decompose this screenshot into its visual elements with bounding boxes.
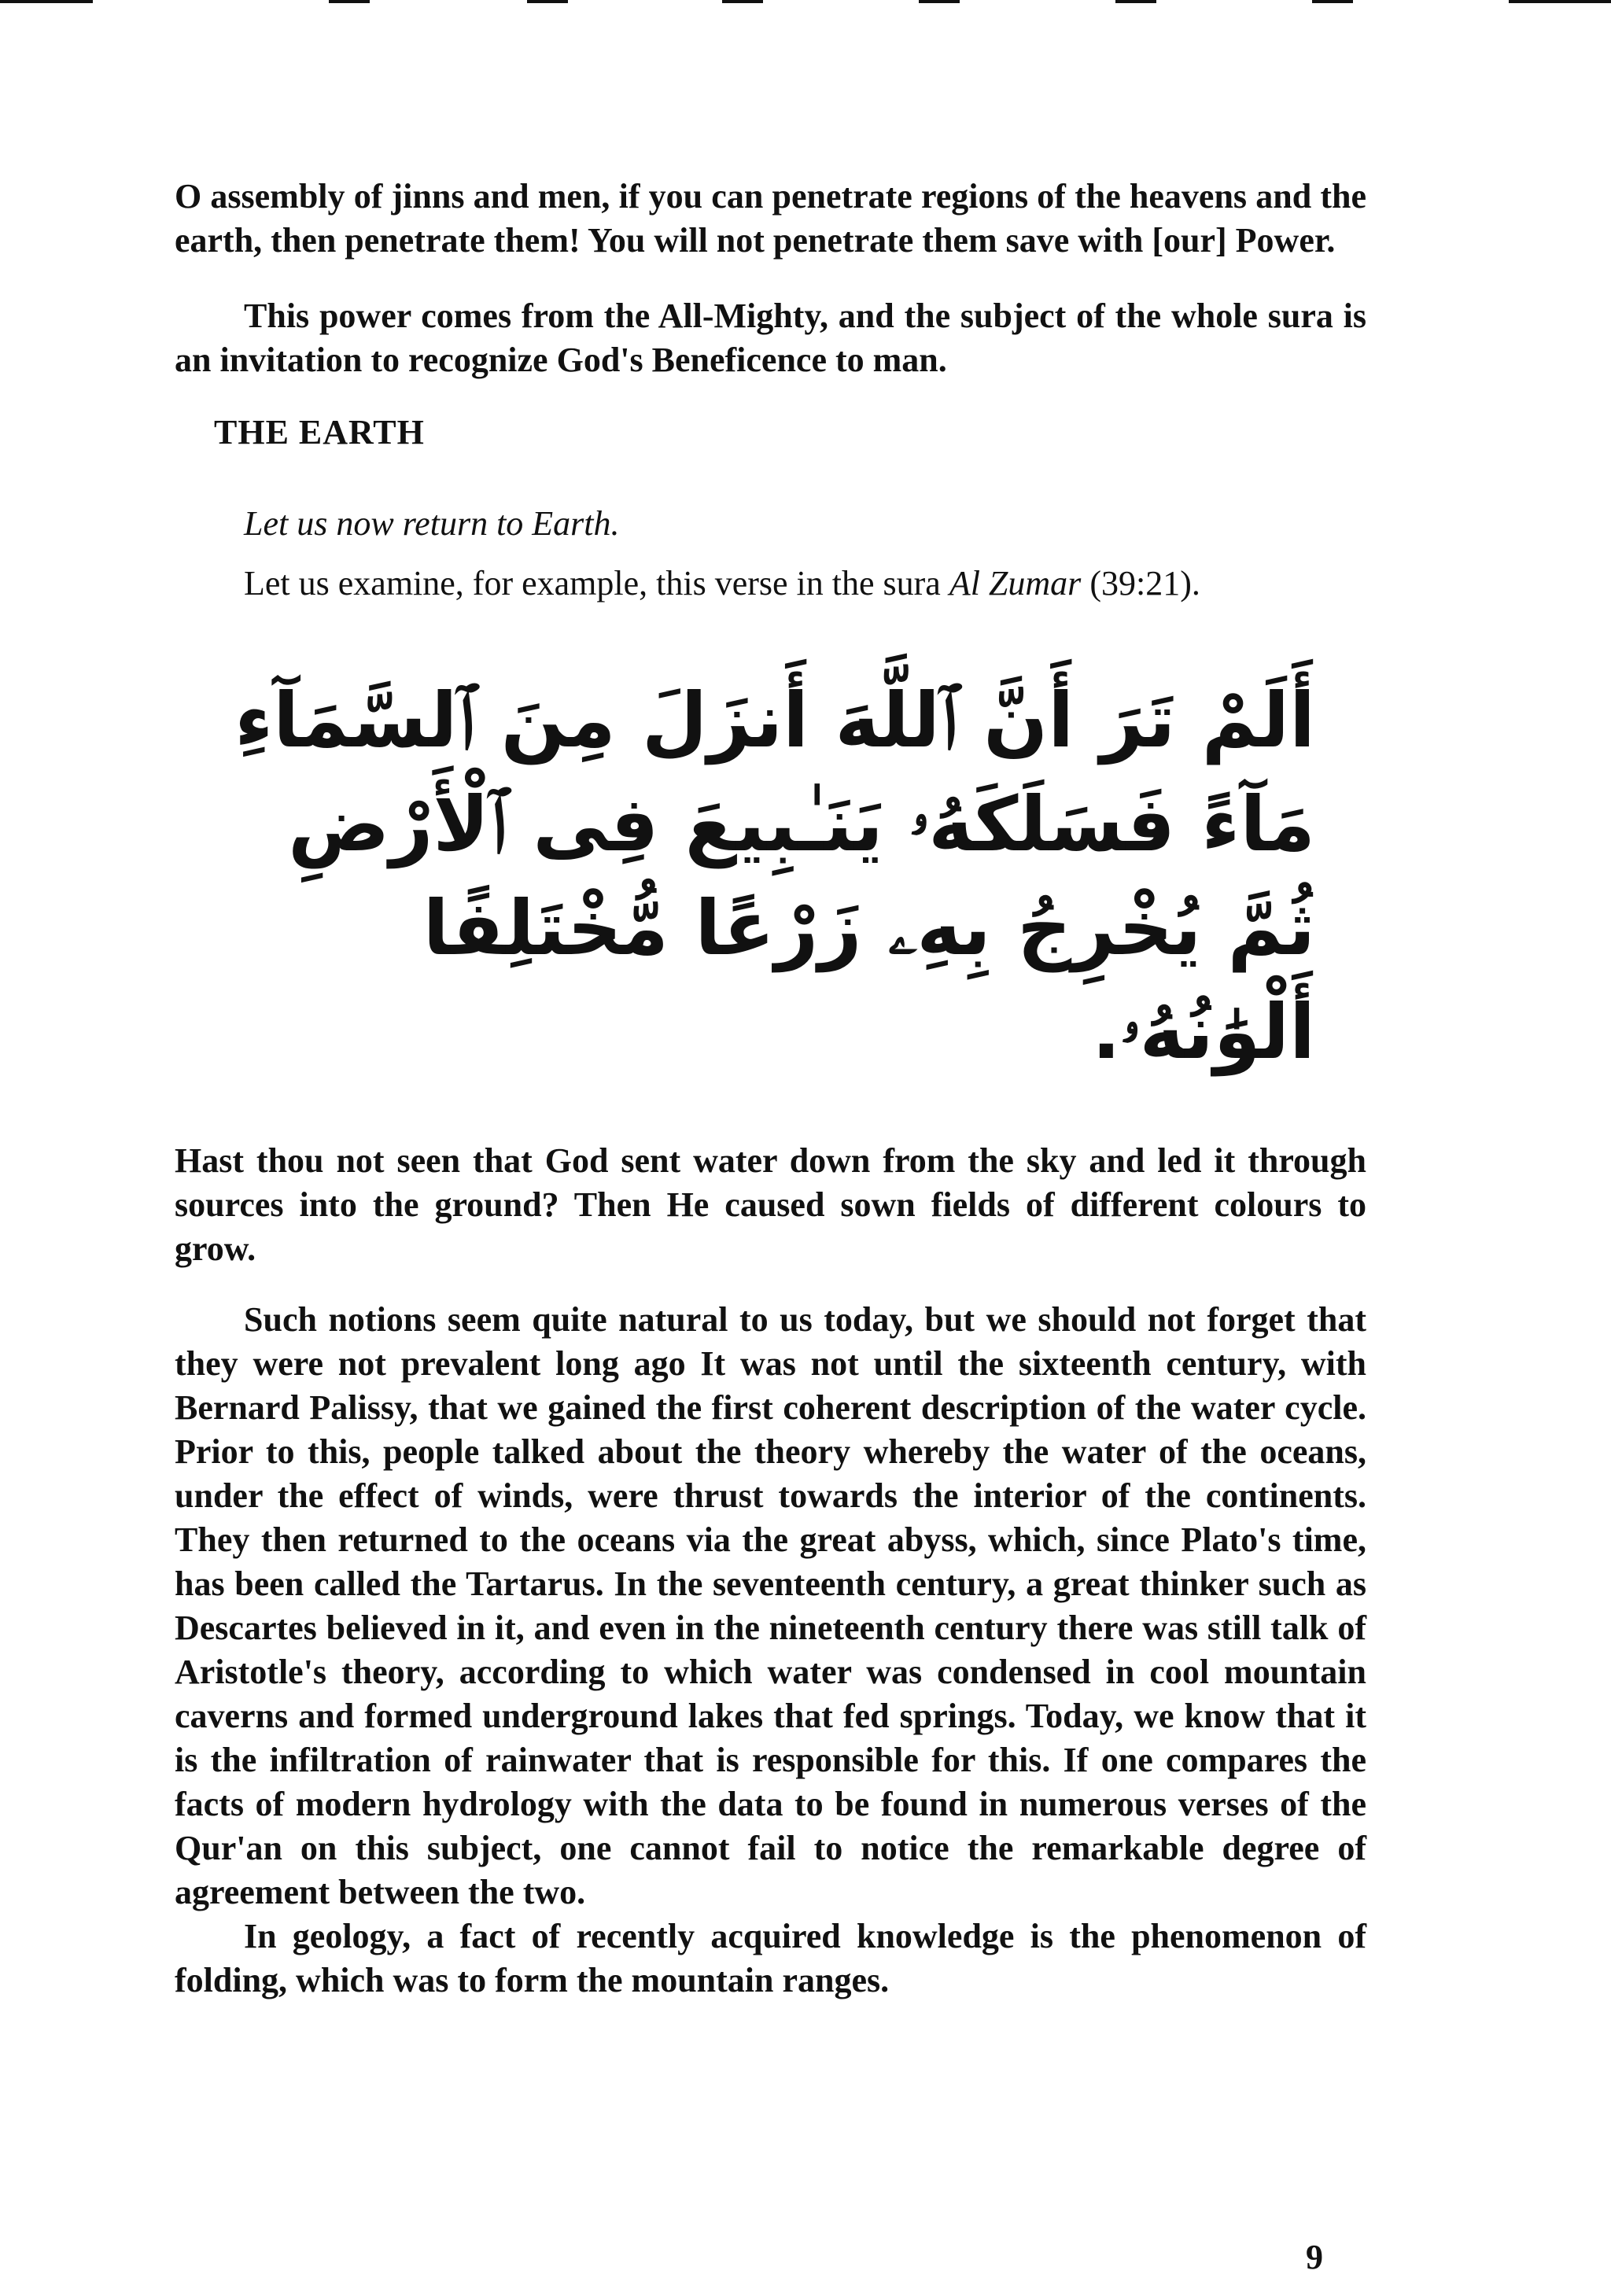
arabic-verse: أَلَمْ تَرَ أَنَّ ٱللَّهَ أَنزَلَ مِنَ ٱلسَّمَآءِ مَآءً فَسَلَكَهُۥ يَنَـٰبِيعَ فِى ٱلْأَرْضِ ثُمَّ يُخْرِجُ بِهِۦ زَرْعًا مُّخْتَلِفًا أَلْوَٰنُهُۥ. xyxy=(234,676,1315,1076)
translation-paragraph: Hast thou not seen that God sent water down from the sky and led it through sources into the ground? Then He caused sown fields of different colours to grow. xyxy=(175,1141,1366,1268)
verse-intro-prefix: Let us examine, for example, this verse in the sura xyxy=(244,564,949,603)
quote-top-paragraph: O assembly of jinns and men, if you can penetrate regions of the heavens and the earth, then penetrate them! You will not penetrate them save with [our] Power. xyxy=(175,177,1366,260)
verse-intro-suffix: (39:21). xyxy=(1081,564,1200,603)
geology-paragraph: In geology, a fact of recently acquired knowledge is the phenomenon of folding, which was to form the mountain ranges. xyxy=(175,1917,1366,1999)
sura-name: Al Zumar xyxy=(949,564,1082,603)
verse-reference-paragraph xyxy=(175,562,1366,606)
page-content xyxy=(175,175,1366,2003)
scan-edge-marks xyxy=(0,0,1611,9)
section-heading: THE EARTH xyxy=(214,413,425,451)
power-paragraph: This power comes from the All-Mighty, and the subject of the whole sura is an invitation to recognize God's Beneficence to man. xyxy=(175,297,1366,379)
intro-italic-line: Let us now return to Earth. xyxy=(244,504,620,543)
notions-paragraph: Such notions seem quite natural to us today, but we should not forget that they were not prevalent long ago It was not until the sixteenth century, with Bernard Palissy, that we gained the first coherent description of the water cycle. Prior to this, people talked about the theory whereby the water of the oceans, under the effect of winds, were thrust towards the interior of the continents. They then returned to the oceans via the great abyss, which, since Plato's time, has been called the Tartarus. In the seventeenth century, a great thinker such as Descartes believed in it, and even in the nineteenth century there was still talk of Aristotle's theory, according to which water was condensed in cool mountain caverns and formed underground lakes that fed springs. Today, we know that it is the infiltration of rainwater that is responsible for this. If one compares the facts of modern hydrology with the data to be found in numerous verses of the Qur'an on this subject, one cannot fail to notice the remarkable degree of agreement between the two. xyxy=(175,1300,1366,1911)
page-number: 9 xyxy=(1306,2238,1323,2276)
